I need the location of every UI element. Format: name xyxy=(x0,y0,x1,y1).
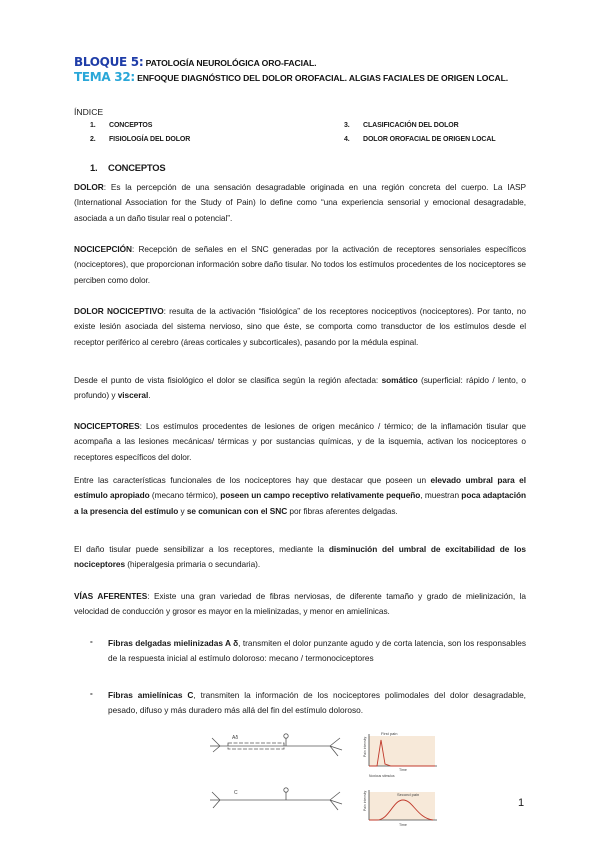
tema-title: ENFOQUE DIAGNÓSTICO DEL DOLOR OROFACIAL. ALGIAS FACIALES DE ORIGEN LOCAL. xyxy=(134,73,509,83)
list-item: Fibras delgadas mielinizadas A δ, transmiten el dolor punzante agudo y de corta latencia, son los responsables de la respuesta inicial al estímulo doloroso: mecano / termonociceptores xyxy=(108,638,526,664)
bloque-title: PATOLOGÍA NEUROLÓGICA ORO-FACIAL. xyxy=(143,58,317,68)
tema-label: TEMA 32: xyxy=(74,70,135,84)
fiber-diagram xyxy=(210,730,350,830)
paragraph-dolor-nociceptivo: DOLOR NOCICEPTIVO: resulta de la activación “fisiológica” de los receptores nociceptivos (nociceptores). Por tanto, no existe lesión asociada del sistema nervioso, sino que éste, se comporta como transductor de los estímulos desde el receptor periférico al cerebro (áreas corticales y subcorticales), pasando por la médula espinal. xyxy=(74,306,526,347)
paragraph-nociceptores: NOCICEPTORES: Los estímulos procedentes de lesiones de origen mecánico / térmico; de la inflamación tisular que acompaña a las lesiones mecánicas/ térmicas y por sustancias químicas, y de la isquemia, activan los nociceptores o receptores específicos del dolor. xyxy=(74,421,526,462)
graph1-x-label: Time xyxy=(399,768,407,772)
pain-graphs xyxy=(355,730,475,830)
tema-heading xyxy=(74,70,508,84)
list-bullet: - xyxy=(90,688,93,698)
fiber2-label: C xyxy=(234,790,238,796)
index-title: ÍNDICE xyxy=(74,107,104,117)
paragraph-nocicepcion: NOCICEPCIÓN: Recepción de señales en el SNC generadas por la activación de receptores sensoriales específicos (nociceptores), que proporcionan información sobre daño tisular. No todos los estímulos procedentes de los nociceptores se perciben como dolor. xyxy=(74,244,526,285)
list-item: Fibras amielínicas C, transmiten la información de los nociceptores polimodales del dolor desagradable, pesado, difuso y más duradero más allá del fin del estímulo doloroso. xyxy=(108,690,526,716)
paragraph-clasificacion: Desde el punto de vista fisiológico el dolor se clasifica según la región afectada: somático (superficial: rápido / lento, o profundo) y visceral. xyxy=(74,375,526,401)
paragraph-vias-aferentes: VÍAS AFERENTES: Existe una gran variedad de fibras nerviosas, de diferente tamaño y grado de mielinización, la velocidad de conducción y grosor es mayor en la mielinizadas, y menor en amielínicas. xyxy=(74,591,526,617)
page-number: 1 xyxy=(518,797,525,809)
section-heading: 1. CONCEPTOS xyxy=(90,162,166,173)
paragraph-danio-tisular: El daño tisular puede sensibilizar a los receptores, mediante la disminución del umbral de excitabilidad de los nociceptores (hiperalgesia primaria o secundaria). xyxy=(74,544,526,570)
bloque-heading xyxy=(74,55,316,69)
stimulus-label: Noxious stimulus xyxy=(369,774,395,778)
paragraph-caracteristicas: Entre las características funcionales de los nociceptores hay que destacar que poseen un elevado umbral para el estímulo apropiado (mecano térmico), poseen un campo receptivo relativamente pequeño, muestran poca adaptación a la presencia del estímulo y se comunican con el SNC por fibras aferentes delgadas. xyxy=(74,475,527,516)
graph1-peak-label: First pain xyxy=(381,731,398,736)
index-item: 3. CLASIFICACIÓN DEL DOLOR xyxy=(344,122,459,129)
index-item: 2. FISIOLOGÍA DEL DOLOR xyxy=(90,136,191,143)
bloque-label: BLOQUE 5: xyxy=(74,55,144,69)
fiber1-label: Aδ xyxy=(232,735,239,741)
graph2-x-label: Time xyxy=(399,823,407,827)
paragraph-dolor: DOLOR: Es la percepción de una sensación desagradable originada en una región concreta del cuerpo. La IASP (International Association for the Study of Pain) lo define como “una experiencia sensorial y emocional desagradable, asociada a un daño tisular real o potencial”. xyxy=(74,182,526,223)
graph2-y-label: Pain intensity xyxy=(363,790,367,811)
index-item: 4. DOLOR OROFACIAL DE ORIGEN LOCAL xyxy=(344,136,496,143)
index-item: 1. CONCEPTOS xyxy=(90,122,153,129)
list-bullet: - xyxy=(90,636,93,646)
graph2-peak-label: Second pain xyxy=(397,792,420,797)
graph1-y-label: Pain intensity xyxy=(363,736,367,757)
